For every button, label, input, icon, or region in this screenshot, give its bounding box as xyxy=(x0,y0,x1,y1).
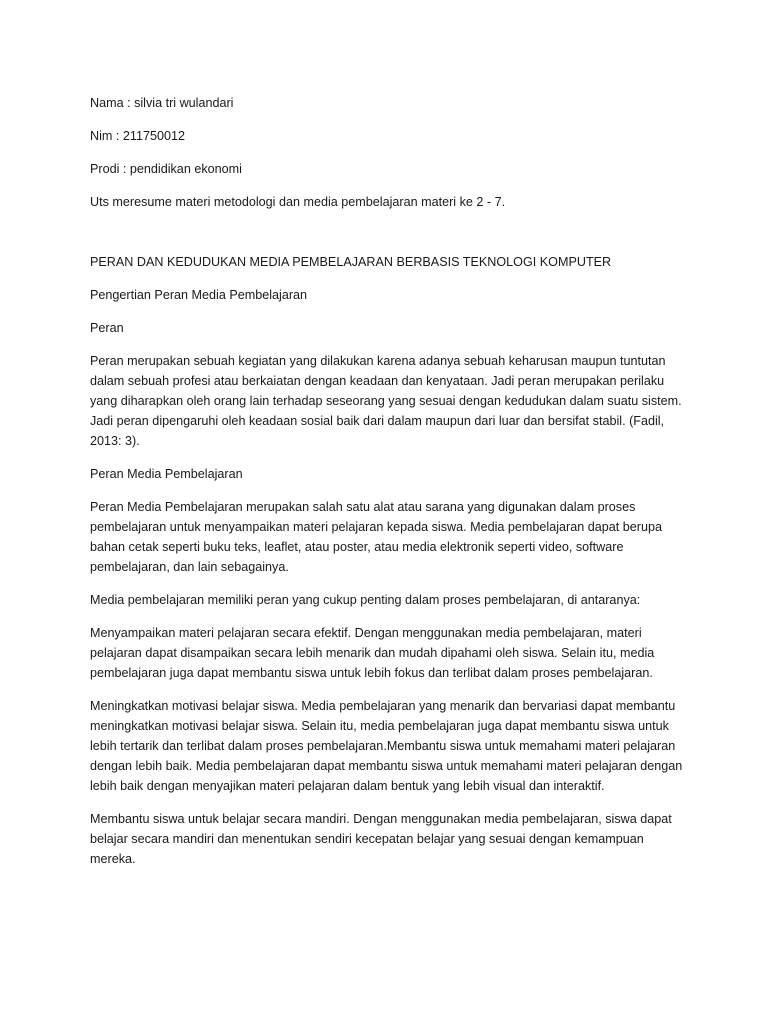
subheading-peran-media: Peran Media Pembelajaran xyxy=(90,467,243,481)
student-nim: Nim : 211750012 xyxy=(90,129,185,143)
paragraph-point-3: Membantu siswa untuk belajar secara mandiri. Dengan menggunakan media pembelajaran, siswa dapat belajar secara mandiri dan menentukan sendiri kecepatan belajar yang sesuai dengan kemampuan mereka. xyxy=(90,812,672,866)
subheading-peran: Peran xyxy=(90,321,124,335)
paragraph-peran-media: Peran Media Pembelajaran merupakan salah satu alat atau sarana yang digunakan dalam proses pembelajaran untuk menyampaikan materi pelajaran kepada siswa. Media pembelajaran dapat berupa bahan cetak seperti buku teks, leaflet, atau poster, atau media elektronik seperti video, software pembelajaran, dan lain sebagainya. xyxy=(90,500,662,574)
document-body xyxy=(90,93,690,882)
section-heading: Pengertian Peran Media Pembelajaran xyxy=(90,288,308,302)
paragraph-point-1: Menyampaikan materi pelajaran secara efektif. Dengan menggunakan media pembelajaran, materi pelajaran dapat disampaikan secara lebih menarik dan mudah dipahami oleh siswa. Selain itu, media pembelajaran juga dapat membantu siswa untuk lebih fokus dan terlibat dalam proses pembelajaran. xyxy=(90,626,655,680)
paragraph-intro-list: Media pembelajaran memiliki peran yang cukup penting dalam proses pembelajaran, di antaranya: xyxy=(90,593,641,607)
student-prodi: Prodi : pendidikan ekonomi xyxy=(90,162,242,176)
paragraph-point-2: Meningkatkan motivasi belajar siswa. Media pembelajaran yang menarik dan bervariasi dapat membantu meningkatkan motivasi belajar siswa. Selain itu, media pembelajaran juga dapat membantu siswa untuk lebih tertarik dan terlibat dalam proses pembelajaran.Membantu siswa untuk memahami materi pelajaran dengan lebih baik. Media pembelajaran dapat membantu siswa untuk memahami materi pelajaran dengan lebih baik dengan menyajikan materi pelajaran dalam bentuk yang lebih visual dan interaktif. xyxy=(90,699,683,793)
document-title: PERAN DAN KEDUDUKAN MEDIA PEMBELAJARAN BERBASIS TEKNOLOGI KOMPUTER xyxy=(90,255,612,269)
student-name: Nama : silvia tri wulandari xyxy=(90,96,234,110)
paragraph-peran: Peran merupakan sebuah kegiatan yang dilakukan karena adanya sebuah keharusan maupun tuntutan dalam sebuah profesi atau berkaiatan dengan keadaan dan kenyataan. Jadi peran merupakan perilaku yang diharapkan oleh orang lain terhadap seseorang yang sesuai dengan kedudukan dalam suatu sistem. Jadi peran dipengaruhi oleh keadaan sosial baik dari dalam maupun dari luar dan bersifat stabil. (Fadil, 2013: 3). xyxy=(90,354,682,448)
assignment-description: Uts meresume materi metodologi dan media pembelajaran materi ke 2 - 7. xyxy=(90,195,506,209)
